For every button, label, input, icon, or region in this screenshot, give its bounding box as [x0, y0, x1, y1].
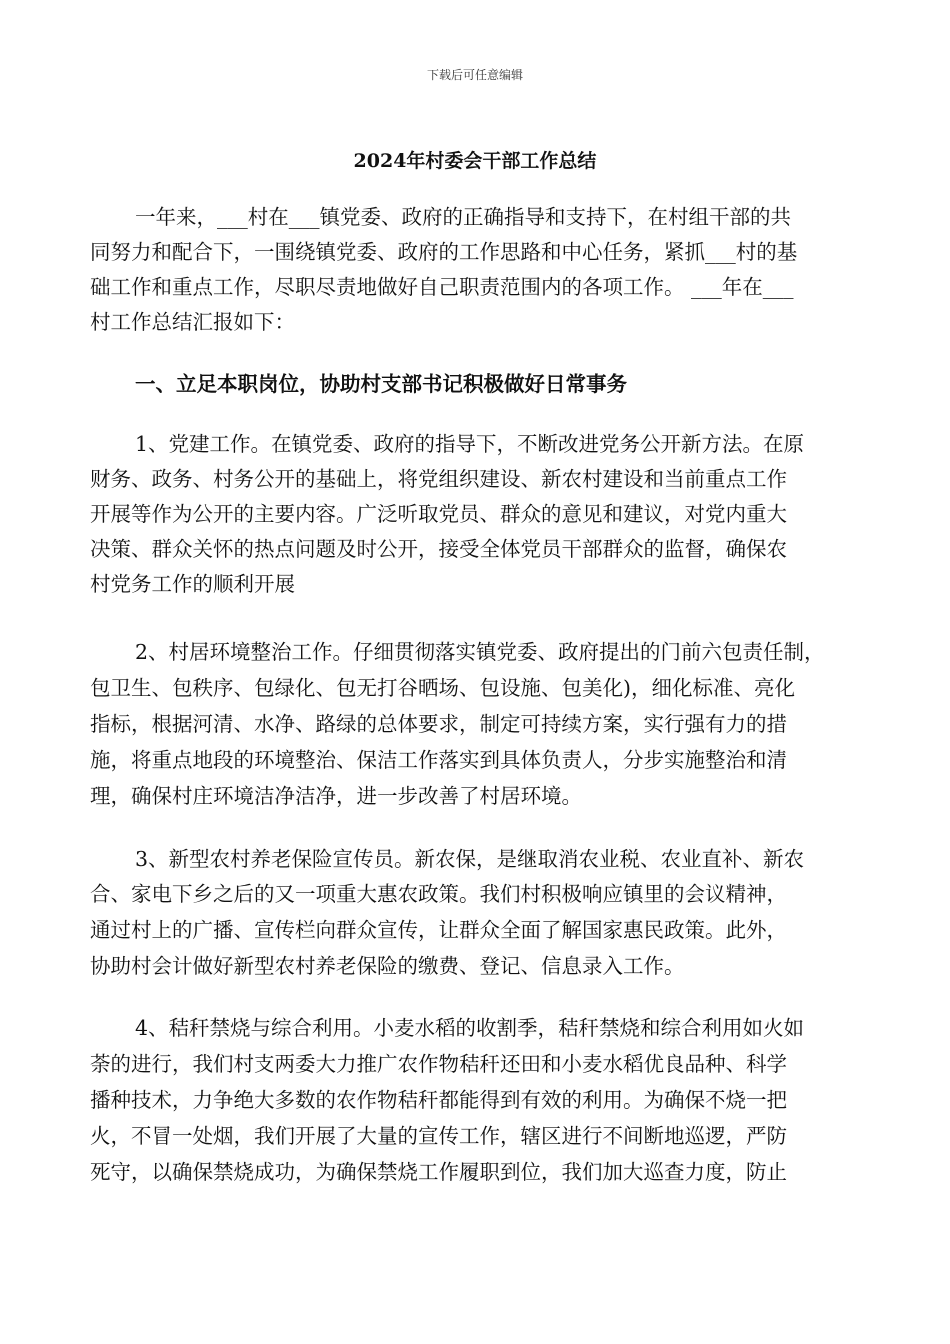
item3-line: 合、家电下乡之后的又一项重大惠农政策。我们村积极响应镇里的会议精神， [90, 882, 787, 906]
item3-line: 通过村上的广播、宣传栏向群众宣传，让群众全面了解国家惠民政策。此外， [90, 918, 787, 942]
item1-line: 开展等作为公开的主要内容。广泛听取党员、群众的意见和建议，对党内重大 [90, 502, 787, 526]
intro-line: 同努力和配合下，一围绕镇党委、政府的工作思路和中心任务，紧抓___村的基 [90, 240, 798, 264]
item1-line: 村党务工作的顺利开展 [90, 572, 295, 596]
header-note: 下载后可任意编辑 [426, 68, 523, 82]
item4-line: 荼的进行，我们村支两委大力推广农作物秸秆还田和小麦水稻优良品种、科学 [90, 1052, 787, 1076]
item2-line: 指标，根据河清、水净、路绿的总体要求，制定可持续方案，实行强有力的措 [90, 712, 787, 736]
item2-line: 理，确保村庄环境洁净洁净，进一步改善了村居环境。 [90, 784, 582, 808]
document-title: 2024年村委会干部工作总结 [353, 150, 597, 172]
intro-line: 一年来，___村在___镇党委、政府的正确指导和支持下，在村组干部的共 [135, 205, 791, 229]
item1-line: 1、党建工作。在镇党委、政府的指导下，不断改进党务公开新方法。在原 [135, 432, 805, 456]
item4-line: 播种技术，力争绝大多数的农作物秸秆都能得到有效的利用。为确保不烧一把 [90, 1088, 787, 1112]
item2-line: 施，将重点地段的环境整治、保洁工作落实到具体负责人，分步实施整治和清 [90, 748, 787, 772]
item3-line: 3、新型农村养老保险宣传员。新农保，是继取消农业税、农业直补、新农 [135, 847, 805, 871]
item4-line: 死守，以确保禁烧成功，为确保禁烧工作履职到位，我们加大巡查力度，防止 [90, 1160, 787, 1184]
item1-line: 决策、群众关怀的热点问题及时公开，接受全体党员干部群众的监督，确保农 [90, 537, 787, 561]
item4-line: 4、秸秆禁烧与综合利用。小麦水稻的收割季，秸秆禁烧和综合利用如火如 [135, 1016, 805, 1040]
section-heading: 一、立足本职岗位，协助村支部书记积极做好日常事务 [135, 372, 627, 396]
item2-line: 包卫生、包秩序、包绿化、包无打谷晒场、包设施、包美化)，细化标准、亮化 [90, 676, 795, 700]
intro-line: 础工作和重点工作，尽职尽责地做好自己职责范围内的各项工作。 ___年在___ [90, 275, 794, 299]
item2-line: 2、村居环境整治工作。仔细贯彻落实镇党委、政府提出的门前六包责任制， [135, 640, 825, 664]
item4-line: 火，不冒一处烟，我们开展了大量的宣传工作，辖区进行不间断地巡逻，严防 [90, 1124, 787, 1148]
item3-line: 协助村会计做好新型农村养老保险的缴费、登记、信息录入工作。 [90, 954, 685, 978]
item1-line: 财务、政务、村务公开的基础上，将党组织建设、新农村建设和当前重点工作 [90, 467, 787, 491]
intro-line: 村工作总结汇报如下： [90, 310, 295, 334]
